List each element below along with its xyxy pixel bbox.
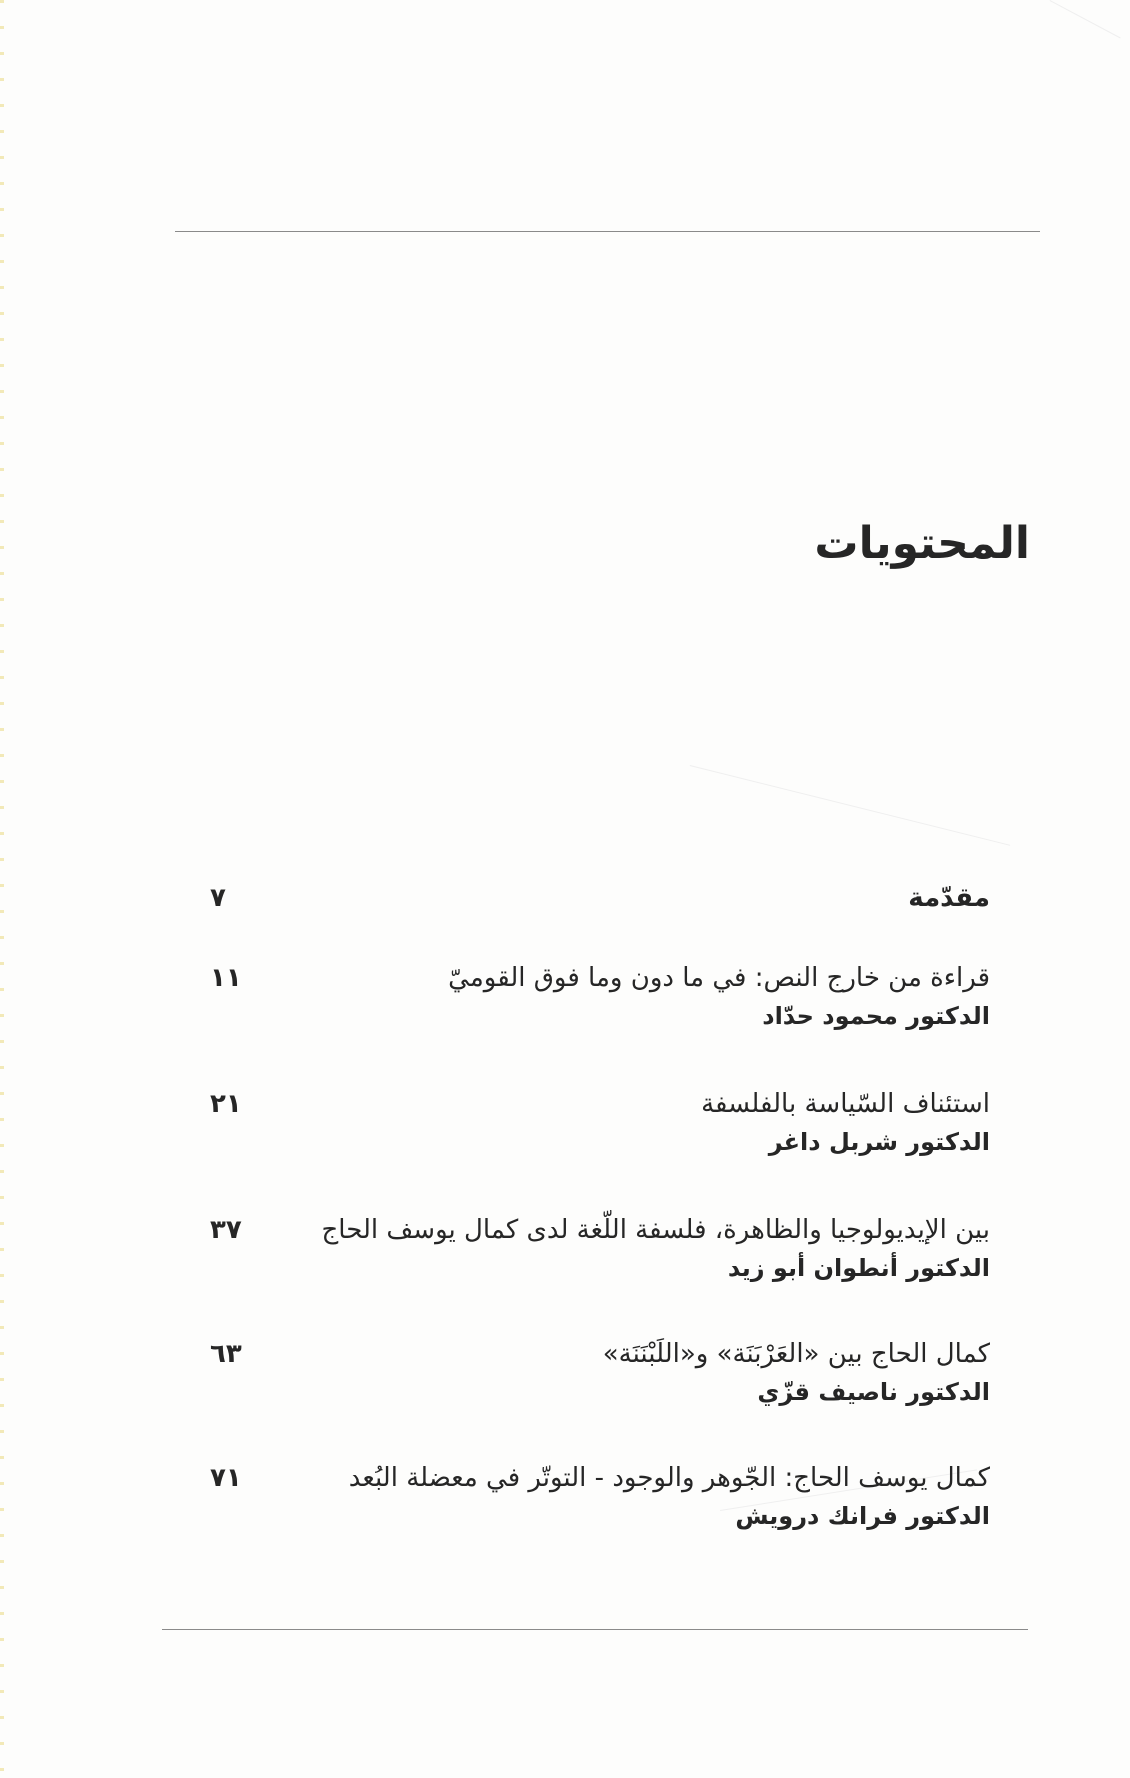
toc-entry-heading: بين الإيديولوجيا والظاهرة، فلسفة اللّغة لدى كمال يوسف الحاج [321, 1215, 990, 1245]
toc-entry-heading: قراءة من خارج النص: في ما دون وما فوق القوميّ [448, 963, 990, 993]
bottom-rule [162, 1629, 1028, 1630]
toc-entry [200, 960, 990, 1036]
toc-entry-heading: مقدّمة [908, 883, 990, 913]
toc-entry [200, 1336, 990, 1412]
toc-entry-author: الدكتور أنطوان أبو زيد [727, 1254, 990, 1282]
page-title: المحتويات [814, 518, 1030, 569]
toc-entry-author: الدكتور محمود حدّاد [762, 1002, 990, 1030]
toc-entry [200, 1212, 990, 1288]
toc-entry-page-number: ٦٣ [210, 1339, 242, 1369]
toc-entry-heading: استئناف السّياسة بالفلسفة [701, 1089, 990, 1119]
toc-entry [200, 1086, 990, 1162]
toc-entry [200, 1460, 990, 1536]
toc-entry-heading: كمال الحاج بين «العَرْبَنَة» و«اللَبْنَنَة» [602, 1339, 990, 1369]
toc-entry-page-number: ٧ [210, 883, 226, 913]
toc-entry-author: الدكتور شربل داغر [768, 1128, 990, 1156]
toc-entry-author: الدكتور ناصيف قزّي [757, 1378, 990, 1406]
toc-entry-introduction [200, 880, 990, 916]
toc-entry-heading: كمال يوسف الحاج: الجّوهر والوجود - التوتّر في معضلة البُعد [348, 1463, 990, 1493]
toc-entry-page-number: ٣٧ [210, 1215, 242, 1245]
toc-entry-page-number: ٢١ [210, 1089, 242, 1119]
toc-entry-author: الدكتور فرانك درويش [735, 1502, 990, 1530]
toc-entry-page-number: ٧١ [210, 1463, 242, 1493]
toc-entry-page-number: ١١ [210, 963, 242, 993]
